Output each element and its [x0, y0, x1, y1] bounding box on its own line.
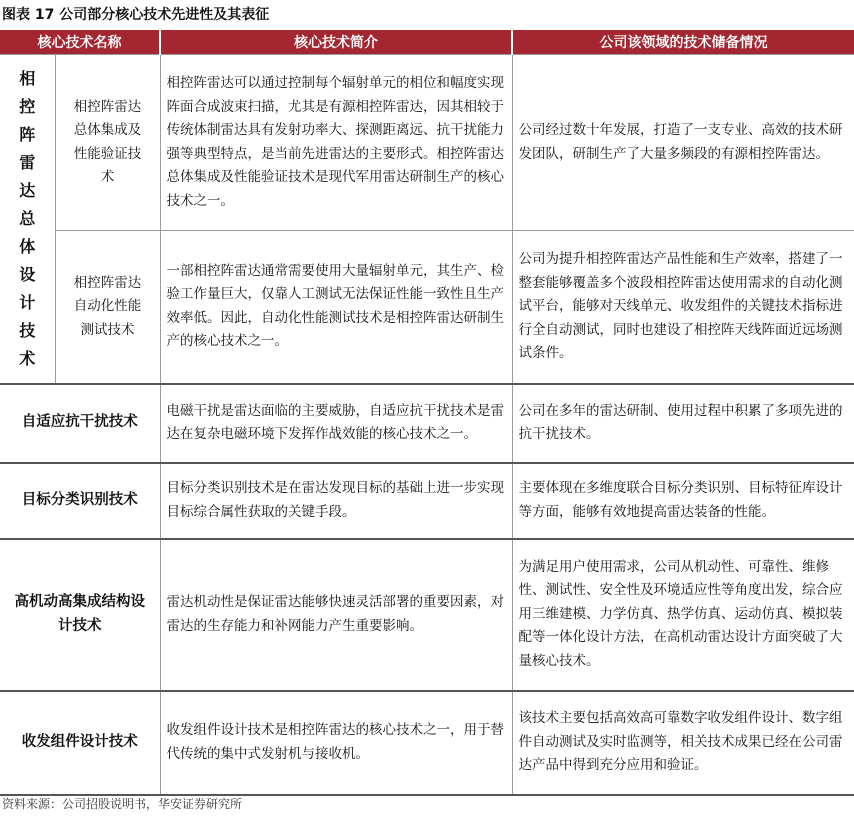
- header-tech-name: 核心技术名称: [0, 30, 160, 55]
- tech-intro-cell: 目标分类识别技术是在雷达发现目标的基础上进一步实现目标综合属性获取的关键手段。: [160, 463, 512, 539]
- core-tech-table: [0, 30, 854, 796]
- table-row: [0, 691, 854, 795]
- table-header-row: [0, 30, 854, 55]
- table-row: [0, 384, 854, 463]
- tech-reserve-cell: 主要体现在多维度联合目标分类识别、目标特征库设计等方面，能够有效地提高雷达装备的性能。: [512, 463, 854, 539]
- source-note: 资料来源：公司招股说明书，华安证券研究所: [2, 797, 243, 811]
- tech-intro-cell: 相控阵雷达可以通过控制每个辐射单元的相位和幅度实现阵面合成波束扫描，尤其是有源相控阵雷达，因其相较于传统体制雷达具有发射功率大、探测距离远、抗干扰能力强等典型特点，是当前先进雷达的主要形式。相控阵雷达总体集成及性能验证技术是现代军用雷达研制生产的核心技术之一。: [160, 55, 512, 231]
- tech-name-cell: 相控阵雷达总体集成及性能验证技术: [55, 55, 160, 231]
- tech-name-cell: 收发组件设计技术: [0, 691, 160, 795]
- table-row: [0, 55, 854, 231]
- table-row: [0, 463, 854, 539]
- tech-reserve-cell: 公司为提升相控阵雷达产品性能和生产效率，搭建了一整套能够覆盖多个波段相控阵雷达使用需求的自动化测试平台，能够对天线单元、收发组件的关键技术指标进行全自动测试，同时也建设了相控阵天线阵面近远场测试条件。: [512, 231, 854, 384]
- header-tech-reserve: 公司该领域的技术储备情况: [512, 30, 854, 55]
- header-tech-intro: 核心技术简介: [160, 30, 512, 55]
- tech-reserve-cell: 公司在多年的雷达研制、使用过程中积累了多项先进的抗干扰技术。: [512, 384, 854, 463]
- tech-name-cell: 自适应抗干扰技术: [0, 384, 160, 463]
- tech-intro-cell: 雷达机动性是保证雷达能够快速灵活部署的重要因素，对雷达的生存能力和补网能力产生重要影响。: [160, 539, 512, 691]
- tech-intro-cell: 一部相控阵雷达通常需要使用大量辐射单元，其生产、检验工作量巨大，仅靠人工测试无法保证性能一致性且生产效率低。因此，自动化性能测试技术是相控阵雷达研制生产的核心技术之一。: [160, 231, 512, 384]
- tech-intro-cell: 电磁干扰是雷达面临的主要威胁，自适应抗干扰技术是雷达在复杂电磁环境下发挥作战效能的核心技术之一。: [160, 384, 512, 463]
- group-category-name: 相控阵雷达总体设计技术: [0, 55, 55, 384]
- tech-name-cell: 高机动高集成结构设计技术: [0, 539, 160, 691]
- tech-reserve-cell: 公司经过数十年发展，打造了一支专业、高效的技术研发团队，研制生产了大量多频段的有源相控阵雷达。: [512, 55, 854, 231]
- tech-reserve-cell: 为满足用户使用需求，公司从机动性、可靠性、维修性、测试性、安全性及环境适应性等角度出发，综合应用三维建模、力学仿真、热学仿真、运动仿真、模拟装配等一体化设计方法，在高机动雷达设计方面突破了大量核心技术。: [512, 539, 854, 691]
- table-row: [0, 231, 854, 384]
- tech-reserve-cell: 该技术主要包括高效高可靠数字收发组件设计、数字组件自动测试及实时监测等，相关技术成果已经在公司雷达产品中得到充分应用和验证。: [512, 691, 854, 795]
- table-row: [0, 539, 854, 691]
- figure-title: 图表 17 公司部分核心技术先进性及其表征: [2, 7, 270, 23]
- tech-intro-cell: 收发组件设计技术是相控阵雷达的核心技术之一，用于替代传统的集中式发射机与接收机。: [160, 691, 512, 795]
- tech-name-cell: 相控阵雷达自动化性能测试技术: [55, 231, 160, 384]
- tech-name-cell: 目标分类识别技术: [0, 463, 160, 539]
